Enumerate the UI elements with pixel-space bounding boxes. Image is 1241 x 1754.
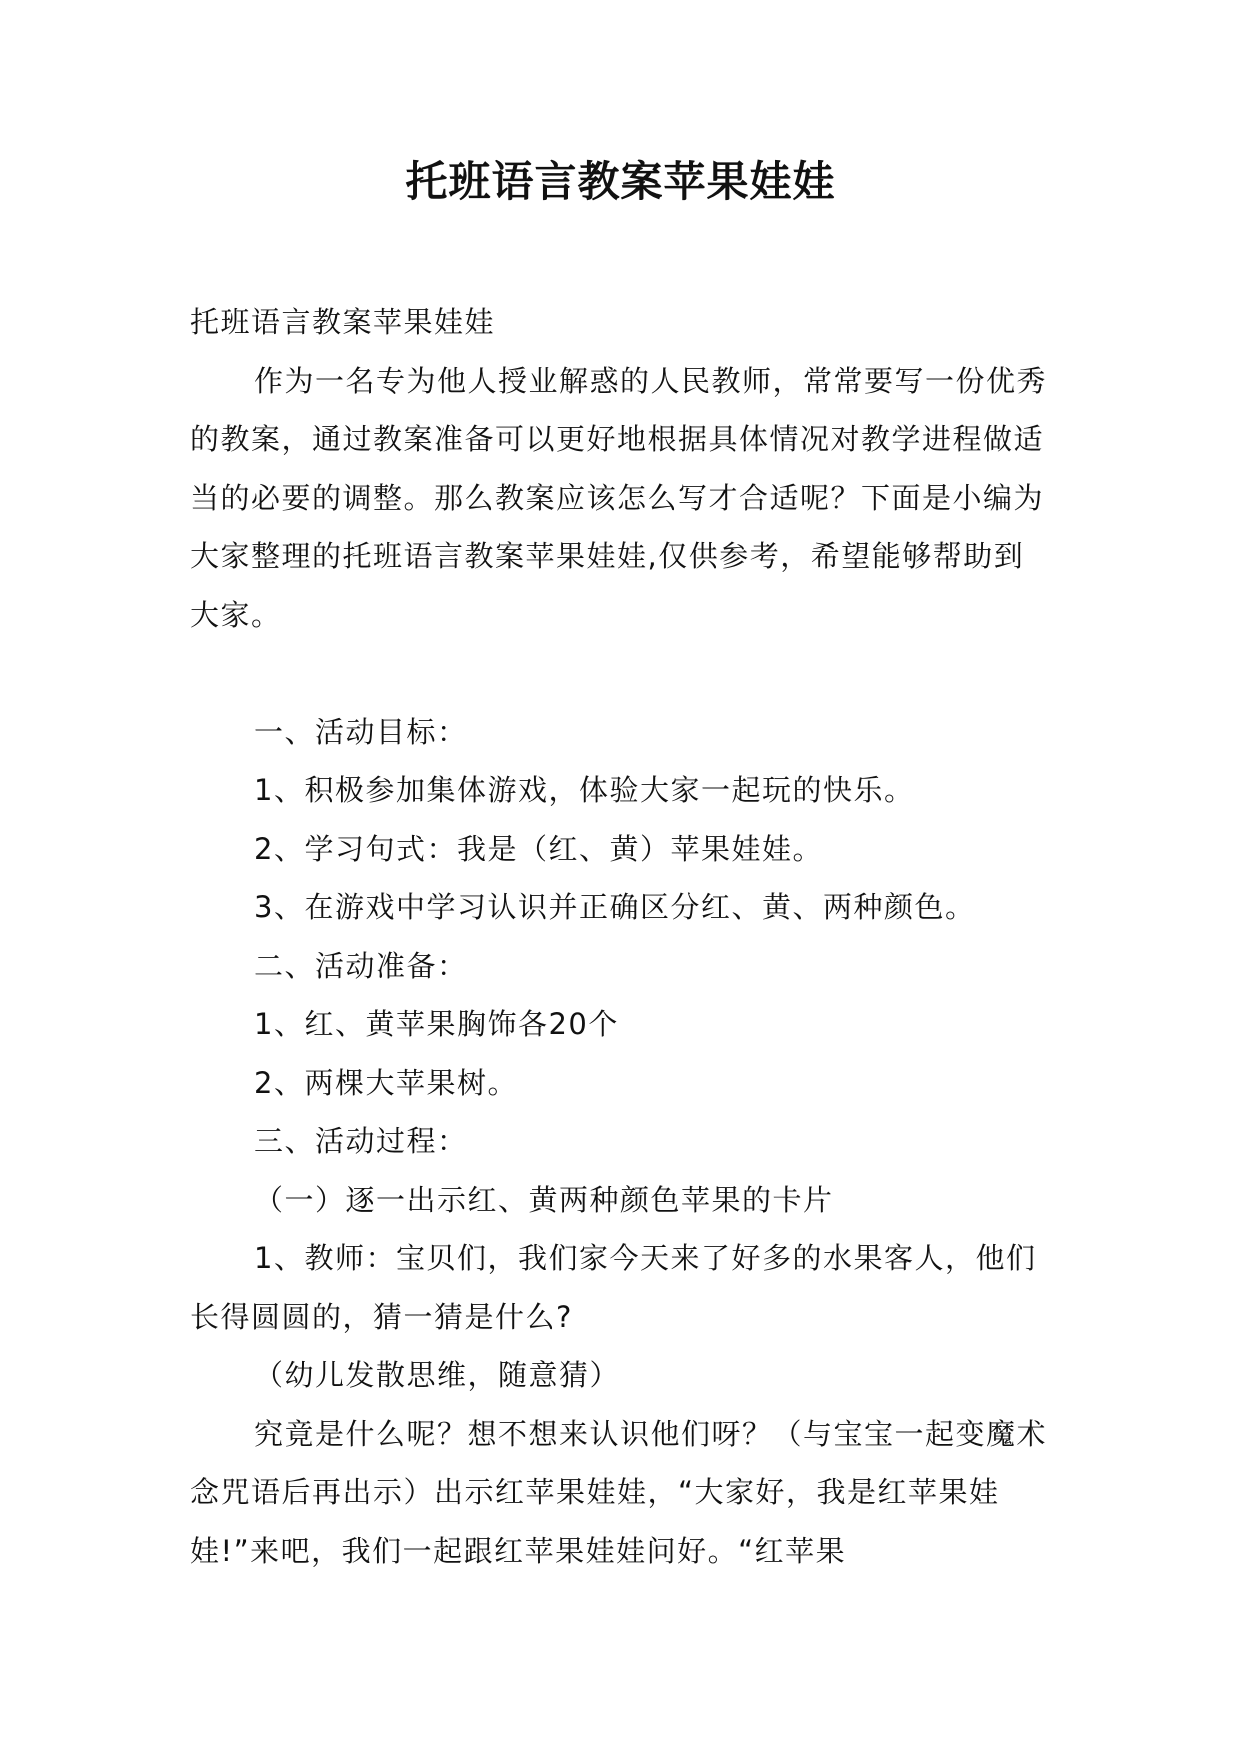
section-heading-preparation: 二、活动准备：: [254, 948, 468, 983]
list-item-goal-1: 1、积极参加集体游戏，体验大家一起玩的快乐。: [254, 773, 915, 807]
subsection-heading-1: （一）逐一出示红、黄两种颜色苹果的卡片: [254, 1182, 834, 1217]
paragraph-children-guess: （幼儿发散思维，随意猜）: [254, 1358, 621, 1392]
document-title: 托班语言教案苹果娃娃: [405, 157, 836, 206]
list-item-goal-3: 3、在游戏中学习认识并正确区分红、黄、两种颜色。: [254, 890, 976, 924]
paragraph-teacher-1: 1、教师：宝贝们，我们家今天来了好多的水果客人，他们长得圆圆的，猜一猜是什么?: [190, 1241, 1037, 1334]
section-heading-goals: 一、活动目标：: [254, 714, 468, 749]
document-body: [190, 293, 1052, 1580]
list-item-prep-1: 1、红、黄苹果胸饰各20个: [254, 1007, 619, 1041]
paragraph-teacher-2: 究竟是什么呢？想不想来认识他们呀？（与宝宝一起变魔术念咒语后再出示）出示红苹果娃娃，“大家好，我是红苹果娃娃!”来吧，我们一起跟红苹果娃娃问好。“红苹果: [190, 1416, 1048, 1568]
section-heading-process: 三、活动过程：: [254, 1124, 468, 1158]
paragraph-subtitle: 托班语言教案苹果娃娃: [190, 305, 496, 339]
list-item-goal-2: 2、学习句式：我是（红、黄）苹果娃娃。: [254, 831, 823, 866]
list-item-prep-2: 2、两棵大苹果树。: [254, 1065, 518, 1100]
paragraph-gap: [190, 644, 1052, 703]
paragraph-intro: 作为一名专为他人授业解惑的人民教师，常常要写一份优秀的教案，通过教案准备可以更好地根据具体情况对教学进程做适当的必要的调整。那么教案应该怎么写才合适呢？下面是小编为大家整理的托班语言教案苹果娃娃,仅供参考，希望能够帮助到大家。: [190, 363, 1048, 632]
